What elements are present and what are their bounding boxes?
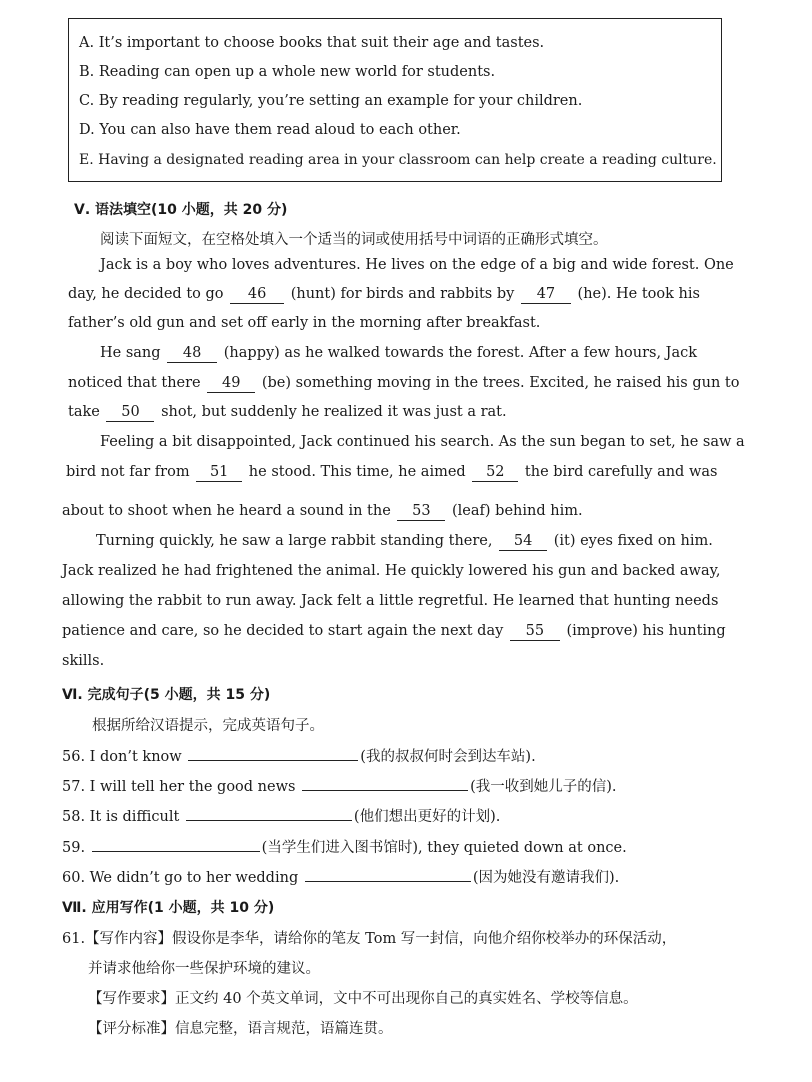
text: (happy) as he walked towards the forest. After a few hours, Jack xyxy=(223,345,698,361)
text: about to shoot when he heard a sound in the xyxy=(62,503,391,519)
question-58 xyxy=(62,805,500,826)
p1-line3: father’s old gun and set off early in the morning after breakfast. xyxy=(68,315,541,331)
text: 57. I will tell her the good news xyxy=(62,779,296,795)
text: (我的叔叔何时会到达车站). xyxy=(360,749,536,765)
text: 59. xyxy=(62,840,86,856)
text: he stood. This time, he aimed xyxy=(248,464,466,480)
blank-48[interactable]: 48 xyxy=(167,345,217,363)
p3-line3 xyxy=(62,503,583,521)
text: (leaf) behind him. xyxy=(452,503,583,519)
blank-54[interactable]: 54 xyxy=(499,533,547,551)
answer-line-56[interactable] xyxy=(188,760,358,761)
question-60 xyxy=(62,866,619,887)
p1-line2 xyxy=(68,286,700,304)
text: 60. We didn’t go to her wedding xyxy=(62,870,299,886)
text: (我一收到她儿子的信). xyxy=(470,779,617,795)
grading-criteria: 【评分标准】信息完整，语言规范，语篇连贯。 xyxy=(88,1021,393,1037)
text: 58. It is difficult xyxy=(62,809,180,825)
section7-heading: Ⅶ. 应用写作(1 小题，共 10 分) xyxy=(62,900,275,916)
text: (因为她没有邀请我们). xyxy=(472,870,620,886)
answer-line-58[interactable] xyxy=(186,820,352,821)
question-57 xyxy=(62,775,617,796)
answer-line-60[interactable] xyxy=(305,881,471,882)
writing-content: 61.【写作内容】假设你是李华，请给你的笔友 Tom 写一封信，向他介绍你校举办的环保活动， xyxy=(62,931,677,947)
text: 56. I don’t know xyxy=(62,749,182,765)
p4-line1 xyxy=(96,533,713,551)
p4-line2: Jack realized he had frightened the animal. He quickly lowered his gun and backed away, xyxy=(62,563,721,579)
blank-55[interactable]: 55 xyxy=(510,623,560,641)
answer-line-57[interactable] xyxy=(302,790,468,791)
option-e: E. Having a designated reading area in your classroom can help create a reading culture. xyxy=(79,152,717,168)
text: (hunt) for birds and rabbits by xyxy=(290,286,515,302)
blank-46[interactable]: 46 xyxy=(230,286,284,304)
section6-instruction: 根据所给汉语提示，完成英语句子。 xyxy=(92,718,324,734)
blank-47[interactable]: 47 xyxy=(521,286,571,304)
p3-line1: Feeling a bit disappointed, Jack continued his search. As the sun began to set, he saw a xyxy=(100,434,745,450)
answer-line-59[interactable] xyxy=(92,851,260,852)
blank-50[interactable]: 50 xyxy=(106,404,154,422)
p4-line3: allowing the rabbit to run away. Jack felt a little regretful. He learned that hunting needs xyxy=(62,593,719,609)
option-b: B. Reading can open up a whole new world for students. xyxy=(79,64,496,80)
p4-line4 xyxy=(62,623,726,641)
blank-51[interactable]: 51 xyxy=(196,464,242,482)
blank-49[interactable]: 49 xyxy=(207,375,255,393)
text: (it) eyes fixed on him. xyxy=(553,533,713,549)
text: (当学生们进入图书馆时), they quieted down at once. xyxy=(261,840,627,856)
text: day, he decided to go xyxy=(68,286,224,302)
text: (他们想出更好的计划). xyxy=(353,809,501,825)
writing-requirements: 【写作要求】正文约 40 个英文单词，文中不可出现你自己的真实姓名、学校等信息。 xyxy=(88,991,638,1007)
text: (be) something moving in the trees. Excited, he raised his gun to xyxy=(261,375,740,391)
p2-line3 xyxy=(68,404,507,422)
p4-line5: skills. xyxy=(62,653,105,669)
options-box xyxy=(68,18,722,182)
text: (he). He took his xyxy=(577,286,700,302)
section5-heading: Ⅴ. 语法填空(10 小题，共 20 分) xyxy=(74,202,288,218)
option-a: A. It’s important to choose books that suit their age and tastes. xyxy=(79,35,545,51)
option-c: C. By reading regularly, you’re setting an example for your children. xyxy=(79,93,583,109)
writing-content-cont: 并请求他给你一些保护环境的建议。 xyxy=(88,961,320,977)
section5-instruction: 阅读下面短文，在空格处填入一个适当的词或使用括号中词语的正确形式填空。 xyxy=(100,232,608,248)
p2-line2 xyxy=(68,375,739,393)
text: shot, but suddenly he realized it was just a rat. xyxy=(161,404,507,420)
text: Turning quickly, he saw a large rabbit standing there, xyxy=(96,533,493,549)
text: the bird carefully and was xyxy=(524,464,718,480)
blank-53[interactable]: 53 xyxy=(397,503,445,521)
text: He sang xyxy=(100,345,161,361)
p3-line2 xyxy=(66,464,717,482)
text: noticed that there xyxy=(68,375,201,391)
question-59 xyxy=(62,836,627,857)
p2-line1 xyxy=(100,345,697,363)
section6-heading: Ⅵ. 完成句子(5 小题，共 15 分) xyxy=(62,687,271,703)
text: bird not far from xyxy=(66,464,190,480)
p1-line1: Jack is a boy who loves adventures. He lives on the edge of a big and wide forest. One xyxy=(100,257,734,273)
text: take xyxy=(68,404,100,420)
text: patience and care, so he decided to start again the next day xyxy=(62,623,504,639)
text: (improve) his hunting xyxy=(566,623,726,639)
option-d: D. You can also have them read aloud to each other. xyxy=(79,122,461,138)
question-56 xyxy=(62,745,536,766)
blank-52[interactable]: 52 xyxy=(472,464,518,482)
